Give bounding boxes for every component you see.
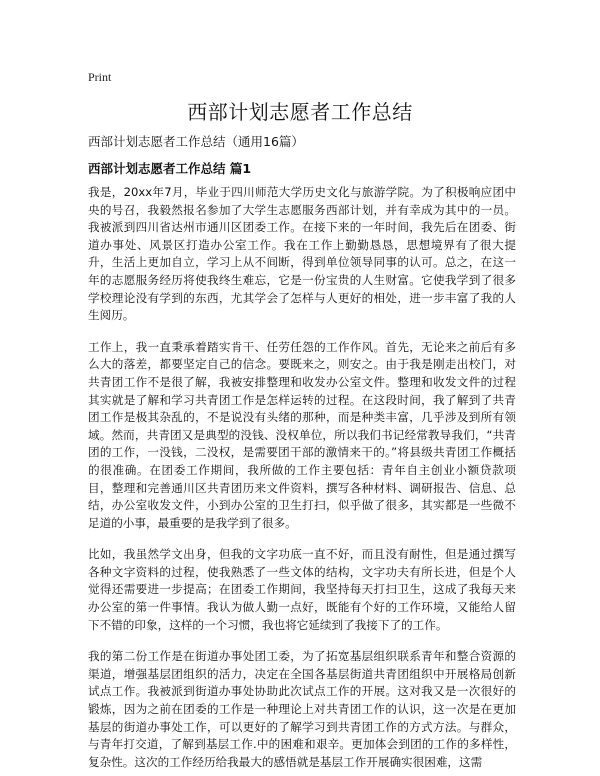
document-subtitle: 西部计划志愿者工作总结（通用16篇） [88,134,304,149]
body-text [88,184,516,776]
paragraph-1: 我是，20xx年7月，毕业于四川师范大学历史文化与旅游学院。为了积极响应团中央的号召，我毅然报名参加了大学生志愿服务西部计划，并有幸成为其中的一员。我被派到四川省达州市通川区团委工作。在接下来的一年时间，我先后在团委、街道办事处、风景区打造办公室工作。我在工作上勤勤恳恳，思想境界有了很大提升，生活上更加自立，学习上从不间断，得到单位领导同事的认可。总之，在这一年的志愿服务经历将使我终生难忘，它是一份宝贵的人生财富。它使我学到了很多学校理论没有学到的东西，尤其学会了怎样与人更好的相处，进一步丰富了我的人生阅历。 [88,185,516,323]
print-link[interactable]: Print [88,70,112,84]
paragraph-4: 我的第二份工作是在街道办事处团工委，为了拓宽基层组织联系青年和整合资源的渠道，增强基层团组织的活力，决定在全国各基层街道共青团组织中开展格局创新试点工作。我被派到街道办事处协助此次试点工作的开展。这对我又是一次很好的锻炼，因为之前在团委的工作是一种理论上对共青团工作的认识，这一次是在更加基层的街道办事处工作，可以更好的了解学习到共青团工作的方式方法。与群众，与青年打交道，了解到基层工作.中的困难和艰辛。更加体会到团的工作的多样性，复杂性。这次的工作经历给我最大的感悟就是基层工作开展确实很困难，这需 [88,649,516,769]
paragraph-3: 比如，我虽然学文出身，但我的文字功底一直不好，而且没有耐性，但是通过撰写各种文字资料的过程，使我熟悉了一些文体的结构，文字功夫有所长进，但是个人觉得还需要进一步提高；在团委工作期间，我坚持每天打扫卫生，这成了我每天来办公室的第一件事情。我认为做人勤一点好，既能有个好的工作环境，又能给人留下不错的印象，这样的一个习惯，我也将它延续到了我接下了的工作。 [88,547,516,632]
paragraph-2: 工作上，我一直秉承着踏实肯干、任劳任怨的工作作风。首先，无论来之前后有多么大的落差，都要坚定自己的信念。要既来之，则安之。由于我是刚走出校门，对共青团工作不是很了解，我被安排整理和收发办公室文件。整理和收发文件的过程其实就是了解和学习共青团工作是怎样运转的过程。在这段时间，我了解到了共青团工作是极其杂乱的，不是说没有头绪的那种，而是种类丰富，几乎涉及到所有领域。然而，共青团又是典型的没钱、没权单位，所以我们书记经常教导我们，“共青团的工作，一没钱，二没权，是需要团干部的激情来干的。”将县级共青团工作概括的很准确。在团委工作期间，我所做的工作主要包括：青年自主创业小额贷款项目，整理和完善通川区共青团历来文件资料，撰写各种材料、调研报告、信息、总结，办公室收发文件，小到办公室的卫生打扫，似乎做了很多，其实都是一些微不足道的小事，最重要的是我学到了很多。 [88,339,516,530]
document-title: 西部计划志愿者工作总结 [187,100,413,124]
section-heading: 西部计划志愿者工作总结 篇1 [88,161,252,176]
